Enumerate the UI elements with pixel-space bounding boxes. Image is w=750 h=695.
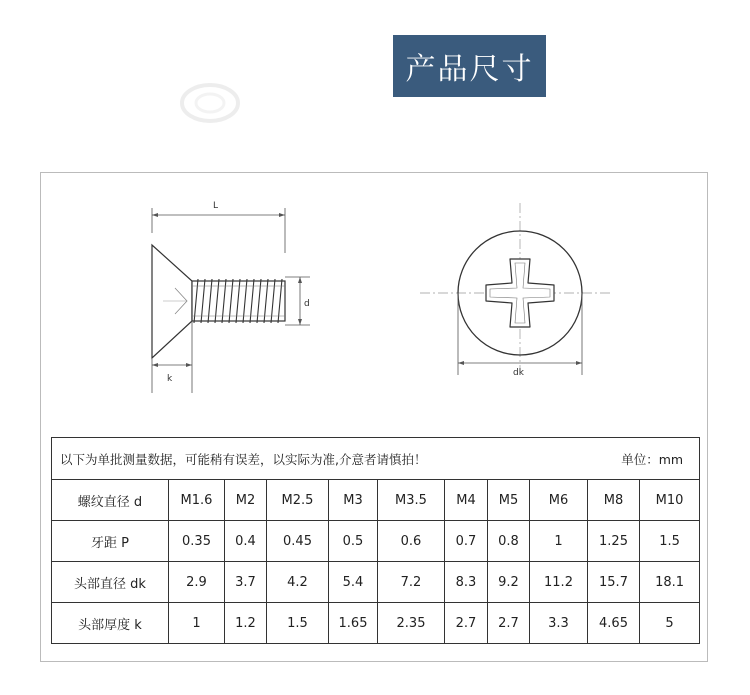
spec-table: [51, 437, 700, 644]
table-cell: 0.8: [488, 521, 530, 562]
table-cell: M3: [329, 480, 378, 521]
table-cell: 1: [530, 521, 588, 562]
table-cell: M1.6: [169, 480, 225, 521]
table-cell: 1.5: [640, 521, 700, 562]
table-cell: 3.7: [225, 562, 267, 603]
row-label: 头部直径 dk: [52, 562, 169, 603]
table-cell: 4.2: [267, 562, 329, 603]
note-row: [52, 438, 700, 480]
table-cell: 2.9: [169, 562, 225, 603]
table-cell: 0.5: [329, 521, 378, 562]
table-cell: 0.6: [378, 521, 445, 562]
table-cell: M3.5: [378, 480, 445, 521]
table-cell: M10: [640, 480, 700, 521]
table-cell: 5: [640, 603, 700, 644]
table-cell: 5.4: [329, 562, 378, 603]
diameter-label: d: [304, 299, 310, 309]
row-label: 牙距 P: [52, 521, 169, 562]
screw-side-view-diagram: [135, 193, 335, 393]
table-cell: M6: [530, 480, 588, 521]
table-cell: 1.65: [329, 603, 378, 644]
head-height-label: k: [167, 374, 173, 384]
table-cell: 11.2: [530, 562, 588, 603]
table-cell: 7.2: [378, 562, 445, 603]
length-label: L: [213, 201, 219, 211]
watermark-logo-icon: [175, 75, 245, 130]
table-row: [52, 521, 700, 562]
head-diameter-label: dk: [513, 368, 524, 378]
table-cell: 1: [169, 603, 225, 644]
table-row: [52, 480, 700, 521]
table-cell: 2.7: [445, 603, 488, 644]
screw-head-front-view-diagram: [420, 193, 620, 393]
table-cell: 8.3: [445, 562, 488, 603]
table-cell: 9.2: [488, 562, 530, 603]
unit-label: 单位：mm: [621, 451, 684, 467]
table-cell: 18.1: [640, 562, 700, 603]
table-cell: 0.4: [225, 521, 267, 562]
table-cell: 0.45: [267, 521, 329, 562]
table-cell: 1.5: [267, 603, 329, 644]
table-cell: 1.2: [225, 603, 267, 644]
row-label: 螺纹直径 d: [52, 480, 169, 521]
table-cell: M8: [588, 480, 640, 521]
measurement-note: 以下为单批测量数据，可能稍有误差，以实际为准,介意者请慎拍！: [60, 451, 427, 467]
table-row: [52, 562, 700, 603]
table-cell: M2: [225, 480, 267, 521]
page-title: 产品尺寸: [393, 35, 546, 97]
row-label: 头部厚度 k: [52, 603, 169, 644]
table-cell: M5: [488, 480, 530, 521]
table-row: [52, 603, 700, 644]
table-cell: 2.7: [488, 603, 530, 644]
table-cell: M2.5: [267, 480, 329, 521]
table-cell: 1.25: [588, 521, 640, 562]
table-cell: 0.7: [445, 521, 488, 562]
table-cell: M4: [445, 480, 488, 521]
table-cell: 0.35: [169, 521, 225, 562]
table-cell: 4.65: [588, 603, 640, 644]
table-cell: 15.7: [588, 562, 640, 603]
table-cell: 3.3: [530, 603, 588, 644]
table-cell: 2.35: [378, 603, 445, 644]
note-cell: [52, 438, 700, 480]
